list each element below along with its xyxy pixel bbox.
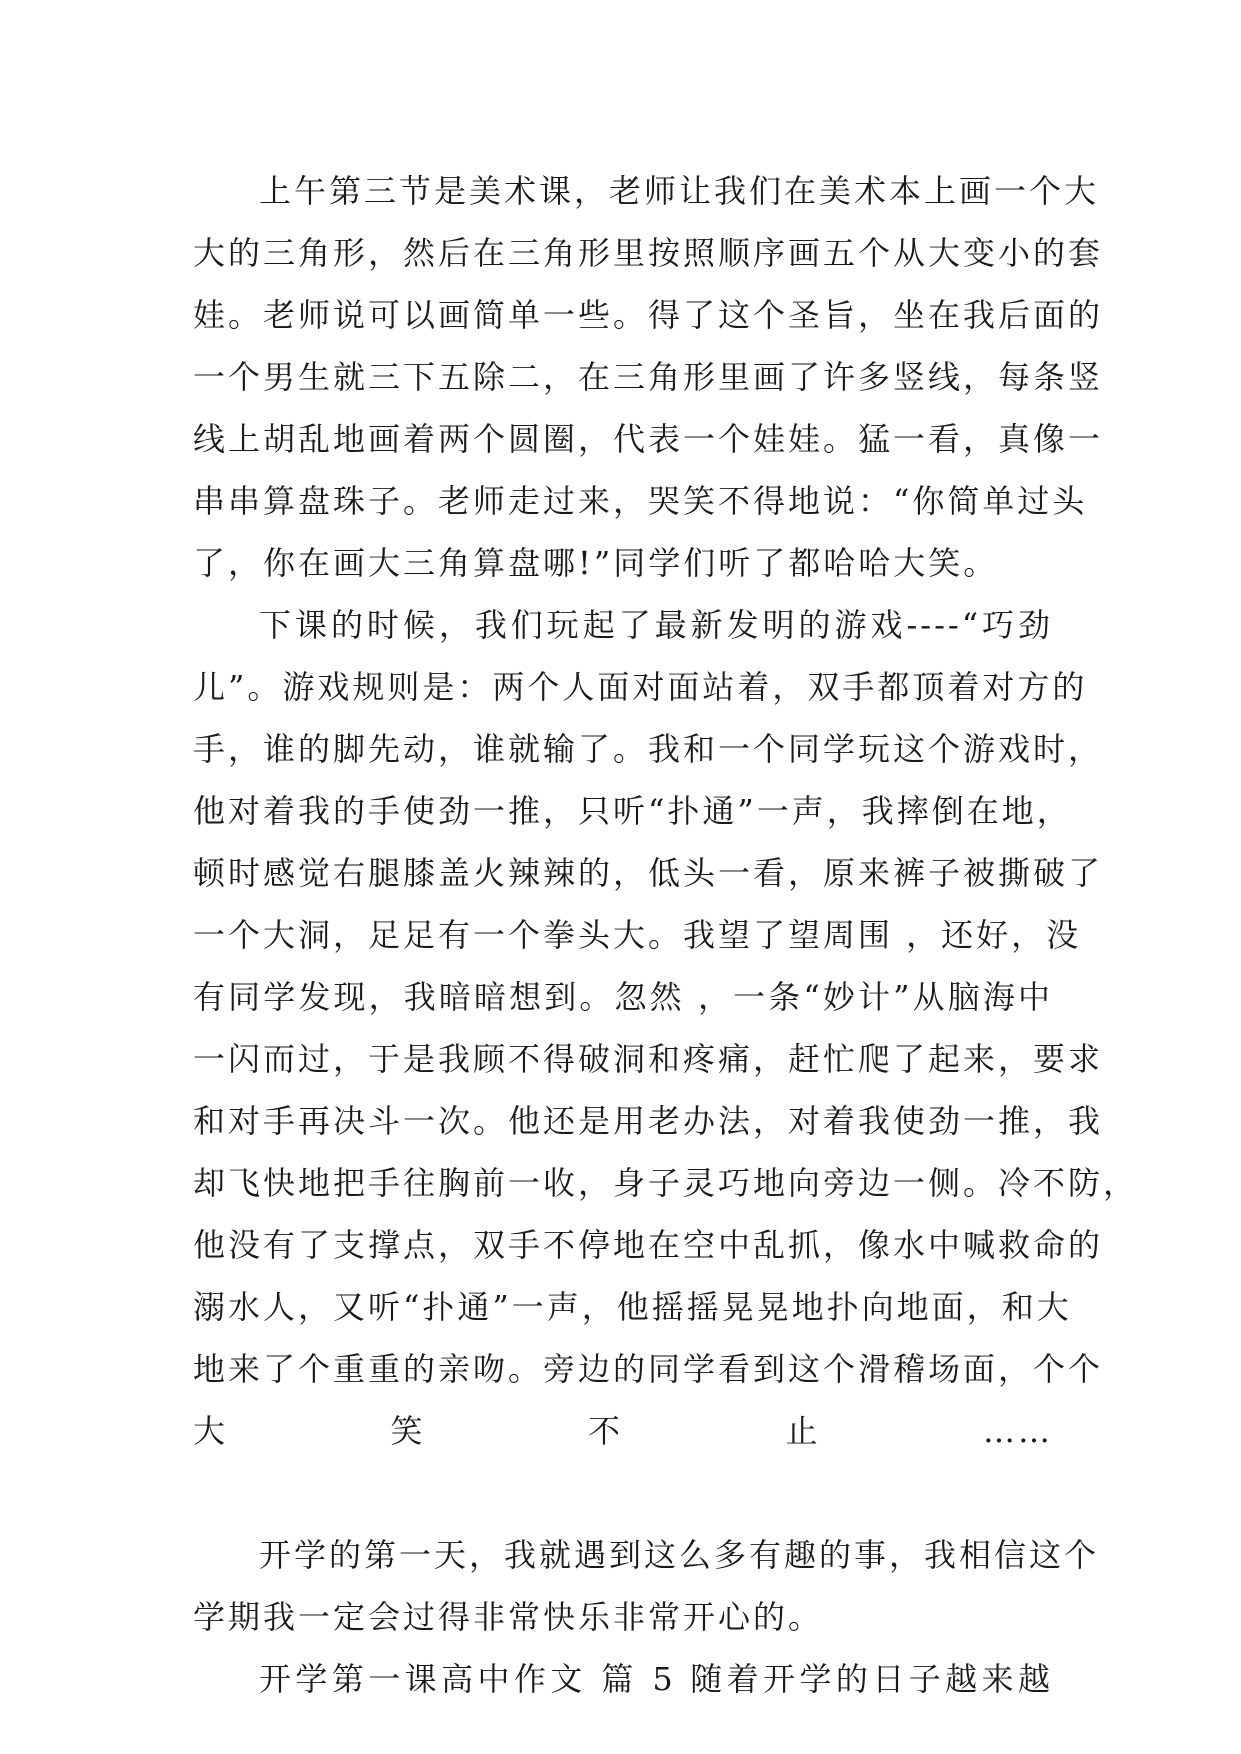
- text-line: 溺水人，又听“扑通”一声，他摇摇晃晃地扑向地面，和大: [193, 1288, 1072, 1326]
- text-line: 了，你在画大三角算盘哪!”同学们听了都哈哈大笑。: [193, 544, 999, 582]
- text-line: 手，谁的脚先动，谁就输了。我和一个同学玩这个游戏时，: [193, 730, 1104, 768]
- text-line: 大的三角形，然后在三角形里按照顺序画五个从大变小的套: [193, 234, 1104, 272]
- paragraph-2: [193, 594, 1139, 1524]
- text-line: 他没有了支撑点，双手不停地在空中乱抓，像水中喊救命的: [193, 1226, 1104, 1264]
- text-line: 一个男生就三下五除二，在三角形里画了许多竖线，每条竖: [193, 358, 1104, 396]
- paragraph-4: [193, 1648, 1053, 1710]
- text-line: [193, 1462, 1053, 1524]
- text-line: 大笑不止……: [193, 1412, 1053, 1450]
- text-line: 串串算盘珠子。老师走过来，哭笑不得地说：“你简单过头: [193, 482, 1088, 520]
- text-line: 线上胡乱地画着两个圆圈，代表一个娃娃。猛一看，真像一: [193, 420, 1104, 458]
- text-line: 娃。老师说可以画简单一些。得了这个圣旨，坐在我后面的: [193, 296, 1104, 334]
- text-line: 有同学发现，我暗暗想到。忽然 ，一条“妙计”从脑海中: [193, 978, 1053, 1016]
- text-line: 却飞快地把手往胸前一收，身子灵巧地向旁边一侧。冷不防，: [193, 1164, 1139, 1202]
- paragraph-3: [193, 1524, 1100, 1648]
- text-line: 学期我一定会过得非常快乐非常开心的。: [193, 1598, 824, 1636]
- text-line: 开学第一课高中作文 篇 5 随着开学的日子越来越: [259, 1660, 1053, 1698]
- text-line: 上午第三节是美术课，老师让我们在美术本上画一个大: [259, 172, 1100, 210]
- text-line: 他对着我的手使劲一推，只听“扑通”一声，我摔倒在地，: [193, 792, 1072, 830]
- text-line: 顿时感觉右腿膝盖火辣辣的，低头一看，原来裤子被撕破了: [193, 854, 1104, 892]
- paragraph-1: [193, 160, 1104, 594]
- text-line: 一个大洞，足足有一个拳头大。我望了望周围 ，还好，没: [193, 916, 1082, 954]
- text-line: 和对手再决斗一次。他还是用老办法，对着我使劲一推，我: [193, 1102, 1104, 1140]
- text-line: 地来了个重重的亲吻。旁边的同学看到这个滑稽场面，个个: [193, 1350, 1104, 1388]
- document-body: [193, 160, 1139, 1710]
- text-line: 下课的时候，我们玩起了最新发明的游戏----“巧劲: [259, 606, 1053, 644]
- text-line: 儿”。游戏规则是：两个人面对面站着，双手都顶着对方的: [193, 668, 1088, 706]
- text-line: 一闪而过，于是我顾不得破洞和疼痛，赶忙爬了起来，要求: [193, 1040, 1104, 1078]
- text-line: 开学的第一天，我就遇到这么多有趣的事，我相信这个: [259, 1536, 1100, 1574]
